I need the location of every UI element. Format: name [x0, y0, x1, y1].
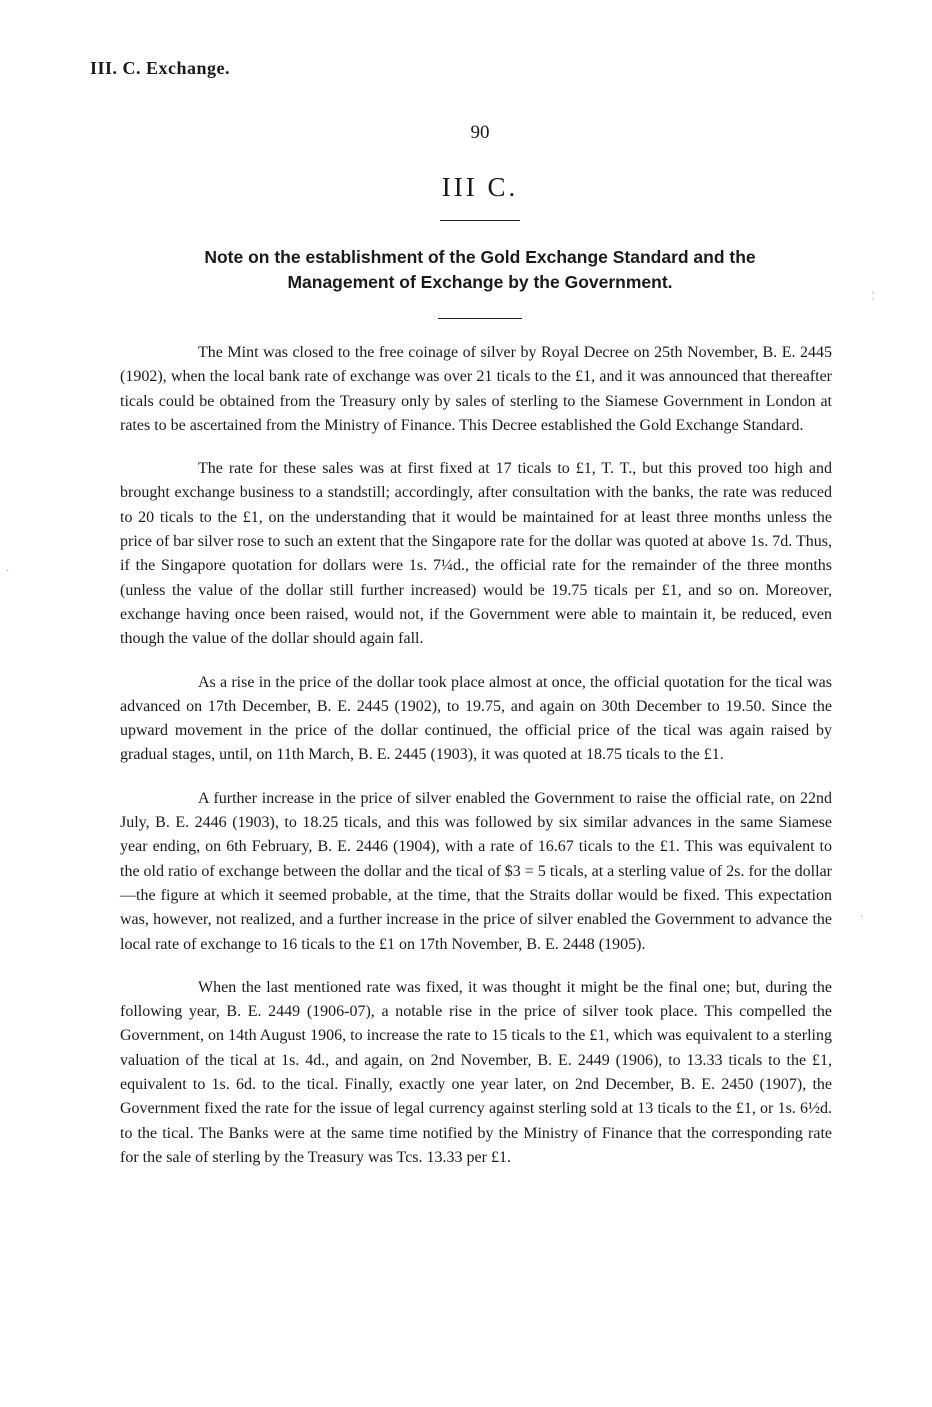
paragraph-2: The rate for these sales was at first fixed at 17 ticals to £1, T. T., but this proved too high and brought exchange business to a standstill; accordingly, after consultation with the banks, the rate was reduced to 20 ticals to the £1, on the understanding that it would be maintained for at least three months unless the price of bar silver rose to such an extent that the Singapore rate for the dollar was quoted at above 1s. 7d. Thus, if the Singapore quotation for dollars were 1s. 7¼d., the official rate for the remainder of the three months (unless the value of the dollar still further increased) would be 19.75 ticals per £1, and so on. Moreover, exchange having once been raised, would not, if the Government were able to maintain it, be reduced, even though the value of the dollar should again fall. — [120, 460, 832, 648]
margin-speck: · — [860, 912, 864, 923]
margin-speck: ¦ — [872, 290, 875, 301]
paragraph-3: As a rise in the price of the dollar took place almost at once, the official quotation for the tical was advanced on 17th December, B. E. 2445 (1902), to 19.75, and again on 30th December to 19.50. Since the upward movement in the price of the dollar continued, the official price of the tical was again raised by gradual stages, until, on 11th March, B. E. 2445 (1903), it was quoted at 18.75 ticals to the £1. — [120, 673, 832, 764]
note-title — [120, 245, 840, 295]
paragraph-5: When the last mentioned rate was fixed, it was thought it might be the final one; but, during the following year, B. E. 2449 (1906-07), a notable rise in the price of silver took place. This compelled the Government, on 14th August 1906, to increase the rate to 15 ticals to the £1, which was equivalent to a sterling valuation of the tical at 1s. 4d., and again, on 2nd November, B. E. 2449 (1906), to 13.33 ticals to the £1, equivalent to 1s. 6d. to the tical. Finally, exactly one year later, on 2nd December, B. E. 2450 (1907), the Government fixed the rate for the issue of legal currency against sterling sold at 13 ticals to the £1, or 1s. 6½d. to the tical. The Banks were at the same time notified by the Ministry of Finance that the corresponding rate for the sale of sterling by the Treasury was Tcs. 13.33 per £1. — [120, 978, 832, 1166]
page-number: 90 — [470, 122, 490, 143]
note-title-line-2: Management of Exchange by the Government. — [287, 272, 673, 292]
body-text — [120, 341, 832, 1189]
note-title-line-1: Note on the establishment of the Gold Exchange Standard and the — [204, 247, 756, 267]
paragraph-1: The Mint was closed to the free coinage of silver by Royal Decree on 25th November, B. E. 2445 (1902), when the local bank rate of exchange was over 21 ticals to the £1, and it was announced that thereafter ticals could be obtained from the Treasury only by sales of sterling to the Siamese Government in London at rates to be ascertained from the Ministry of Finance. This Decree established the Gold Exchange Standard. — [120, 344, 832, 434]
title-rule-bottom — [438, 318, 522, 319]
section-title: III C. — [441, 172, 519, 202]
paragraph-4: A further increase in the price of silver enabled the Government to raise the official rate, on 22nd July, B. E. 2446 (1903), to 18.25 ticals, and this was followed by six similar advances in the same Siamese year ending, on 6th February, B. E. 2446 (1904), with a rate of 16.67 ticals to the £1. This was equivalent to the old ratio of exchange between the dollar and the tical of $3 = 5 ticals, at a sterling value of 2s. for the dollar—the figure at which it seemed probable, at the time, that the Straits dollar would be fixed. This expectation was, however, not realized, and a further increase in the price of silver enabled the Government to advance the local rate of exchange to 16 ticals to the £1 on 17th November, B. E. 2448 (1905). — [120, 789, 832, 953]
margin-speck: · — [6, 566, 10, 577]
title-rule-top — [440, 220, 520, 221]
running-head: III. C. Exchange. — [90, 58, 231, 78]
